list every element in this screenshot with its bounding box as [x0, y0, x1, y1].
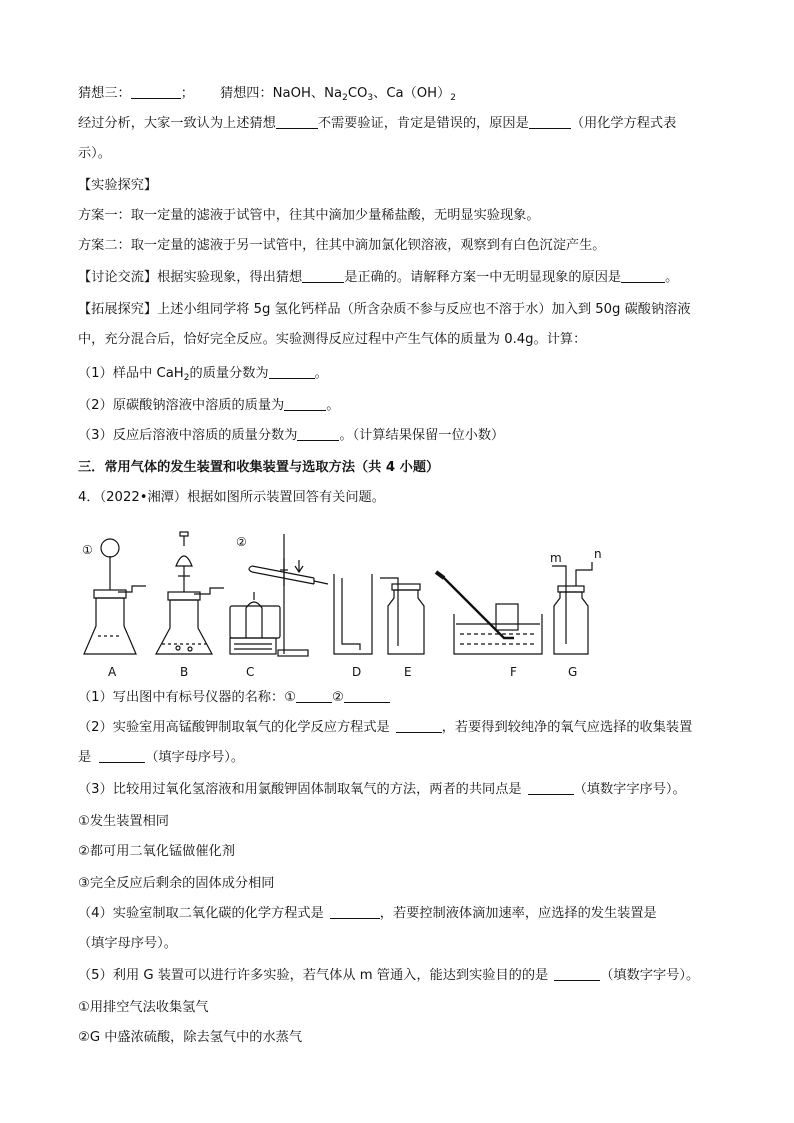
apparatus-g: [552, 562, 592, 654]
option-5-2: ②G 中盛浓硫酸，除去氢气中的水蒸气: [78, 1030, 303, 1045]
apparatus-figure: [74, 526, 614, 682]
label-f: F: [510, 665, 517, 679]
answer-blank: [302, 268, 344, 283]
line-analysis-cont: 示）。: [78, 146, 111, 161]
label-a: A: [108, 665, 117, 679]
q4-part-5: （5）利用 G 装置可以进行许多实验，若气体从 m 管通入，能达到实验目的的是 （填数字字号）。: [78, 968, 700, 983]
apparatus-diagram: [74, 526, 614, 682]
label-g: G: [568, 665, 578, 679]
apparatus-b: [156, 532, 224, 654]
q4-part-1: （1）写出图中有标号仪器的名称：① ②: [78, 688, 728, 708]
line-extension-cont: 中，充分混合后，恰好完全反应。实验测得反应过程中产生气体的质量为 0.4g。计算：: [78, 332, 587, 347]
answer-blank: [276, 114, 318, 129]
answer-blank: [528, 780, 574, 795]
q4-part-3: （3）比较用过氧化氢溶液和用氯酸钾固体制取氧气的方法，两者的共同点是 （填数字字序号）。: [78, 782, 686, 797]
answer-blank: [396, 718, 442, 733]
line-discussion: 【讨论交流】根据实验现象，得出猜想 是正确的。请解释方案一中无明显现象的原因是 。: [78, 270, 679, 285]
label-mark-2: ②: [236, 535, 247, 549]
answer-blank: [330, 904, 380, 919]
answer-blank: [529, 114, 571, 129]
answer-blank: [554, 966, 600, 981]
answer-blank: [621, 268, 665, 283]
line-guess-3-4: 猜想三： ； 猜想四：NaOH、$Na_2CO_3$、$Ca(OH)_2$: [78, 86, 457, 103]
apparatus-a: [84, 539, 146, 654]
plan-one: 方案一：取一定量的滤液于试管中，往其中滴加少量稀盐酸，无明显实验现象。: [78, 208, 540, 223]
answer-blank: [284, 396, 326, 411]
label-e: E: [404, 665, 412, 679]
apparatus-d: [334, 574, 372, 654]
option-1: ①发生装置相同: [78, 814, 169, 829]
section-heading-3: 三．常用气体的发生装置和收集装置与选取方法（共 4 小题）: [78, 460, 440, 475]
line-analysis: 经过分析，大家一致认为上述猜想 不需要验证，肯定是错误的，原因是 （用化学方程式表: [78, 116, 677, 131]
answer-blank: [296, 688, 332, 703]
label-d: D: [352, 665, 362, 679]
label-c: C: [246, 665, 255, 679]
answer-blank: [269, 364, 315, 379]
option-5-1: ①用排空气法收集氢气: [78, 1000, 209, 1015]
option-2: ②都可用二氧化锰做催化剂: [78, 844, 235, 859]
label-b: B: [180, 665, 189, 679]
answer-blank: [344, 688, 390, 703]
label-n: n: [594, 547, 602, 561]
answer-blank: [297, 426, 339, 441]
plan-two: 方案二：取一定量的滤液于另一试管中，往其中滴加氯化钡溶液，观察到有白色沉淀产生。: [78, 238, 606, 253]
q4-part-2: （2）实验室用高锰酸钾制取氧气的化学反应方程式是 ，若要得到较纯净的氧气应选择的收集装置: [78, 720, 693, 735]
answer-blank: [99, 748, 145, 763]
label-mark-1: ①: [82, 543, 93, 557]
answer-blank: [131, 84, 181, 99]
question-3: （3）反应后溶液中溶质的质量分数为 。（计算结果保留一位小数）: [78, 428, 505, 443]
apparatus-e: [380, 578, 424, 654]
question-2: （2）原碳酸钠溶液中溶质的质量为 。: [78, 398, 340, 413]
q4-part-2-cont: 是 （填字母序号）。: [78, 750, 245, 765]
q4-part-4-cont: （填字母序号）。: [78, 936, 177, 951]
line-extension: 【拓展探究】上述小组同学将 5g 氢化钙样品（所含杂质不参与反应也不溶于水）加入到 50g 碳酸钠溶液: [78, 302, 691, 317]
label-m: m: [550, 551, 562, 565]
apparatus-c: [230, 534, 328, 656]
section-experiment: 【实验探究】: [78, 178, 158, 193]
q4-part-4: （4）实验室制取二氧化碳的化学方程式是 ，若要控制液体滴加速率，应选择的发生装置是: [78, 906, 657, 921]
question-1: （1）样品中 CaH$_2$的质量分数为 。: [78, 366, 328, 383]
problem-4-title: 4．（2022•湘潭）根据如图所示装置回答有关问题。: [78, 490, 385, 505]
apparatus-f: [436, 572, 542, 654]
option-3: ③完全反应后剩余的固体成分相同: [78, 876, 275, 891]
